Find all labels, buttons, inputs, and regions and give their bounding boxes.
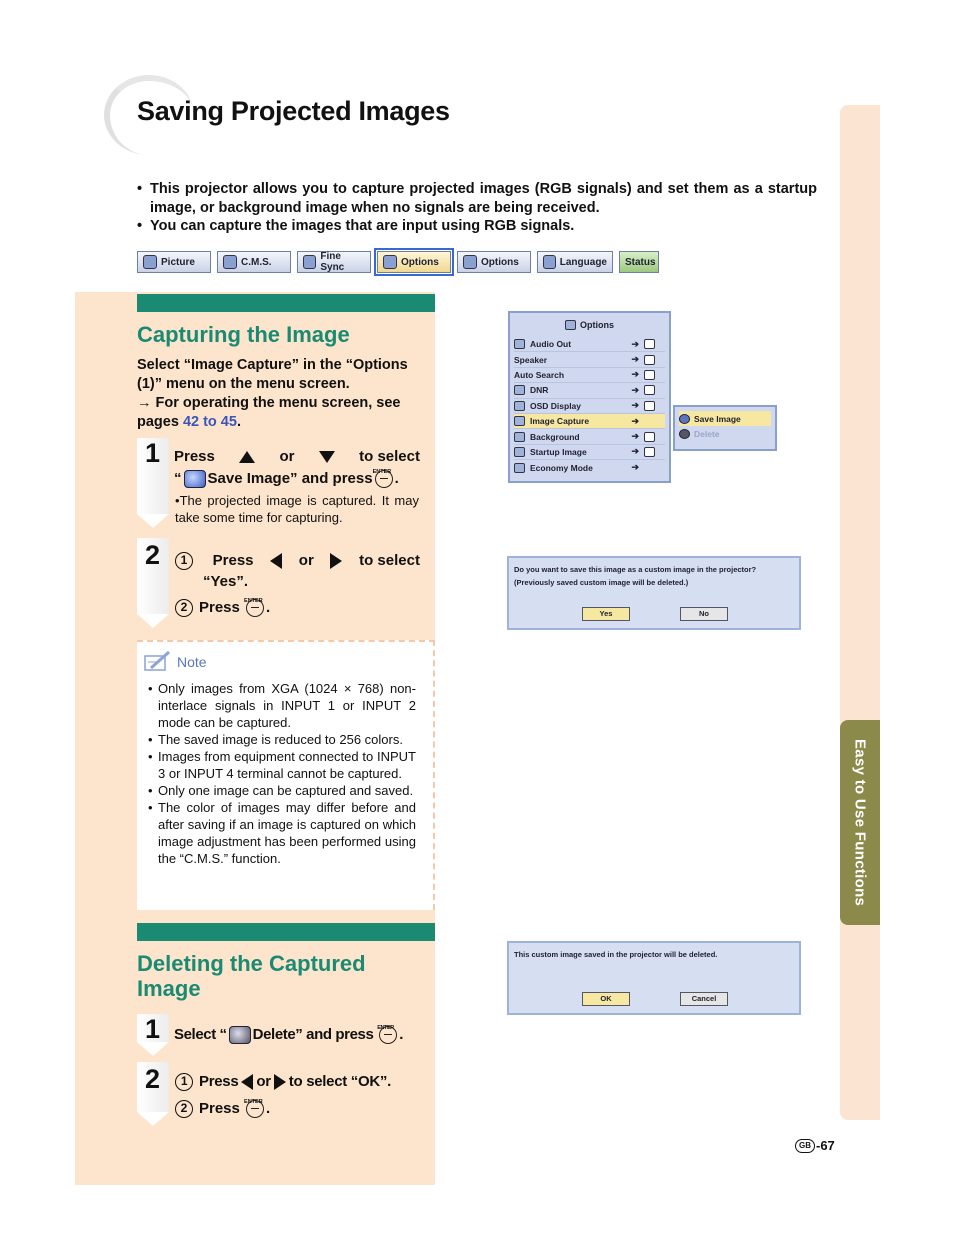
osd-row[interactable]	[514, 383, 665, 398]
dialog-line: Do you want to save this image as a custom image in the projector?	[514, 565, 757, 574]
cms-icon	[223, 255, 237, 269]
osd-display-icon	[514, 401, 525, 411]
submenu-label: Delete	[694, 428, 720, 439]
audio-out-icon	[514, 339, 525, 349]
section-header-bar	[137, 294, 435, 312]
step-number: 1	[145, 438, 161, 468]
tab-label: Status	[625, 256, 656, 268]
intro-bullet: • You can capture the images that are input using RGB signals.	[137, 217, 817, 236]
delete-step2-line2	[175, 1099, 270, 1119]
circled-number: 1	[175, 552, 193, 570]
intro-bullet: • This projector allows you to capture projected images (RGB signals) and set them as a startup image, or background image when no signals are being received.	[137, 180, 817, 217]
tab-label: Fine Sync	[320, 251, 345, 273]
tab-options-2[interactable]	[457, 251, 531, 273]
step1-line2	[174, 469, 424, 489]
arrow-right-icon: ➔	[631, 400, 639, 411]
tab-cms[interactable]	[217, 251, 291, 273]
step-number: 2	[145, 1064, 161, 1094]
side-band	[840, 105, 880, 1120]
delete-confirm-dialog	[507, 941, 801, 1015]
no-button[interactable]: No	[680, 607, 728, 621]
osd-row[interactable]	[514, 429, 665, 444]
arrow-right-icon: ➔	[631, 384, 639, 395]
options-menu-screenshot	[508, 311, 671, 483]
osd-header-label: Options	[580, 320, 614, 330]
tab-fine-sync[interactable]	[297, 251, 371, 273]
right-arrow-icon	[330, 553, 342, 569]
enter-button-icon	[379, 1026, 397, 1044]
delete-step1-line	[174, 1025, 403, 1045]
page-number	[795, 1138, 835, 1153]
arrow-right-icon: ➔	[631, 354, 639, 365]
delete-icon	[229, 1026, 251, 1044]
osd-row[interactable]	[514, 337, 665, 352]
note-list	[148, 680, 416, 867]
step1-note-text: The projected image is captured. It may take some time for capturing.	[175, 493, 419, 525]
image-capture-icon	[514, 416, 525, 426]
press-text: Press	[199, 1073, 239, 1090]
dialog-line: (Previously saved custom image will be deleted.)	[514, 578, 689, 587]
period: .	[266, 599, 271, 616]
fine-sync-icon	[303, 255, 316, 269]
dialog-line: This custom image saved in the projector will be deleted.	[514, 950, 718, 959]
note-item: • The color of images may differ before and after saving if an image is captured on which image adjustment has been performed using the “C.M.S.” function.	[148, 799, 416, 867]
press-text: Press	[199, 599, 240, 616]
bullet-dot: •	[175, 493, 180, 508]
to-select-text: to select “OK”.	[288, 1073, 391, 1090]
chapter-tab-label: Easy to Use Functions	[851, 738, 869, 907]
intro-bullets	[137, 180, 817, 236]
arrow-right-icon: ➔	[631, 369, 639, 380]
lead-end: .	[236, 414, 241, 430]
tab-language[interactable]	[537, 251, 613, 273]
press-text: Press	[199, 1100, 240, 1117]
delete-text: Delete” and press	[252, 1026, 374, 1043]
note-item: • Only one image can be captured and saved.	[148, 782, 416, 799]
lead-line: Select “Image Capture” in the “Options (1)” menu on the menu screen.	[137, 357, 408, 392]
or-text: or	[256, 1073, 271, 1090]
step2-line3	[175, 598, 270, 618]
step1-note	[175, 492, 419, 526]
pencil-note-icon	[143, 650, 173, 674]
language-icon	[543, 255, 556, 269]
tab-label: Options	[481, 256, 519, 268]
submenu-delete[interactable]	[679, 426, 771, 441]
capture-lead	[137, 356, 429, 432]
arrow-right-icon: ➔	[631, 431, 639, 442]
step-number: 1	[145, 1014, 161, 1044]
section-title-capturing: Capturing the Image	[137, 322, 350, 347]
quote-open: “	[174, 470, 182, 487]
section-header-bar	[137, 923, 435, 941]
image-capture-submenu	[673, 405, 777, 451]
osd-row-label: Economy Mode	[530, 462, 593, 473]
step-number: 2	[145, 540, 161, 570]
step2-line1	[175, 551, 420, 571]
press-text: Press	[174, 448, 215, 465]
osd-row[interactable]	[514, 352, 665, 367]
setting-icon	[644, 432, 655, 442]
pages-link[interactable]: 42 to 45	[182, 414, 237, 430]
circled-number: 1	[175, 1073, 193, 1091]
osd-row-selected[interactable]	[514, 414, 665, 429]
cancel-button[interactable]: Cancel	[680, 992, 728, 1006]
tab-label: Options	[401, 256, 439, 268]
osd-row-label: OSD Display	[530, 400, 582, 411]
step-tab	[137, 438, 169, 514]
osd-row-label: DNR	[530, 385, 549, 396]
speaker-icon	[644, 339, 655, 349]
delete-step2-line1	[175, 1072, 391, 1092]
osd-menu-header	[510, 313, 669, 337]
up-arrow-icon	[239, 451, 255, 463]
options-icon	[463, 255, 477, 269]
ok-button[interactable]: OK	[582, 992, 630, 1006]
osd-row-label: Speaker	[514, 354, 548, 365]
arrow-right-icon: ➔	[631, 462, 639, 473]
osd-row-label: Auto Search	[514, 369, 565, 380]
section-title-deleting: Deleting the Captured Image	[137, 951, 366, 1001]
delete-icon	[679, 429, 690, 439]
tab-picture[interactable]	[137, 251, 211, 273]
arrow-right-icon: ➔	[631, 415, 639, 426]
arrow-right-icon: ➔	[631, 446, 639, 457]
to-select-text: to select	[359, 448, 420, 465]
down-arrow-icon	[319, 451, 335, 463]
gb-badge: GB	[795, 1139, 815, 1153]
select-text: Select “	[174, 1026, 227, 1043]
note-item: • Images from equipment connected to INPUT 3 or INPUT 4 terminal cannot be captured.	[148, 748, 416, 782]
page-number-value: -67	[816, 1138, 835, 1153]
setting-icon	[644, 370, 655, 380]
tab-status[interactable]	[619, 251, 659, 273]
menu-tab-strip	[137, 251, 659, 275]
or-text: or	[298, 552, 314, 569]
right-arrow-icon	[274, 1074, 286, 1090]
tab-label: Picture	[161, 256, 195, 268]
period: .	[266, 1100, 271, 1117]
note-item: • Only images from XGA (1024 × 768) non-interlace signals in INPUT 1 or INPUT 2 mode can be captured.	[148, 680, 416, 731]
chapter-tab	[840, 720, 880, 925]
options-icon	[383, 255, 397, 269]
setting-icon	[644, 355, 655, 365]
period: .	[399, 1026, 403, 1043]
osd-row-label: Background	[530, 431, 580, 442]
circled-number: 2	[175, 1100, 193, 1118]
osd-row[interactable]	[514, 445, 665, 460]
lead-ref-text: → For operating the menu screen, see pages	[137, 395, 401, 430]
note-label: Note	[177, 654, 207, 670]
enter-button-icon	[246, 1100, 264, 1118]
setting-icon	[644, 447, 655, 457]
setting-icon	[644, 401, 655, 411]
left-arrow-icon	[270, 553, 282, 569]
lead-reference	[137, 394, 429, 432]
period: .	[394, 470, 399, 487]
background-icon	[514, 432, 525, 442]
step2-yes: “Yes”.	[203, 573, 249, 590]
submenu-save-image[interactable]	[679, 411, 771, 426]
enter-button-icon	[246, 599, 264, 617]
options-icon	[565, 320, 576, 330]
osd-row-label: Startup Image	[530, 446, 587, 457]
osd-row[interactable]	[514, 460, 665, 475]
circled-number: 2	[175, 599, 193, 617]
setting-icon	[644, 385, 655, 395]
left-arrow-icon	[241, 1074, 253, 1090]
economy-mode-icon	[514, 463, 525, 473]
osd-row[interactable]	[514, 399, 665, 414]
step-tab	[137, 1062, 169, 1112]
dnr-icon	[514, 385, 525, 395]
osd-row-label: Image Capture	[530, 416, 590, 427]
picture-icon	[143, 255, 157, 269]
save-image-icon	[184, 470, 206, 488]
to-select-text: to select	[359, 552, 420, 569]
yes-button[interactable]: Yes	[582, 607, 630, 621]
note-item: • The saved image is reduced to 256 colors.	[148, 731, 416, 748]
arrow-right-icon: ➔	[631, 338, 639, 349]
save-image-text: Save Image” and press	[207, 470, 373, 487]
save-confirm-dialog	[507, 556, 801, 630]
or-text: or	[279, 448, 295, 465]
tab-label: C.M.S.	[241, 256, 272, 268]
startup-image-icon	[514, 447, 525, 457]
note-header	[143, 650, 207, 674]
enter-button-icon	[375, 470, 393, 488]
tab-label: Language	[559, 256, 607, 268]
step-tab	[137, 1014, 169, 1042]
osd-row-label: Audio Out	[530, 339, 572, 350]
page-title: Saving Projected Images	[137, 96, 450, 126]
submenu-label: Save Image	[694, 413, 741, 424]
osd-row[interactable]	[514, 368, 665, 383]
step-tab	[137, 538, 169, 614]
press-text: Press	[212, 552, 254, 569]
save-image-icon	[679, 414, 690, 424]
tab-options-1[interactable]	[377, 251, 451, 273]
